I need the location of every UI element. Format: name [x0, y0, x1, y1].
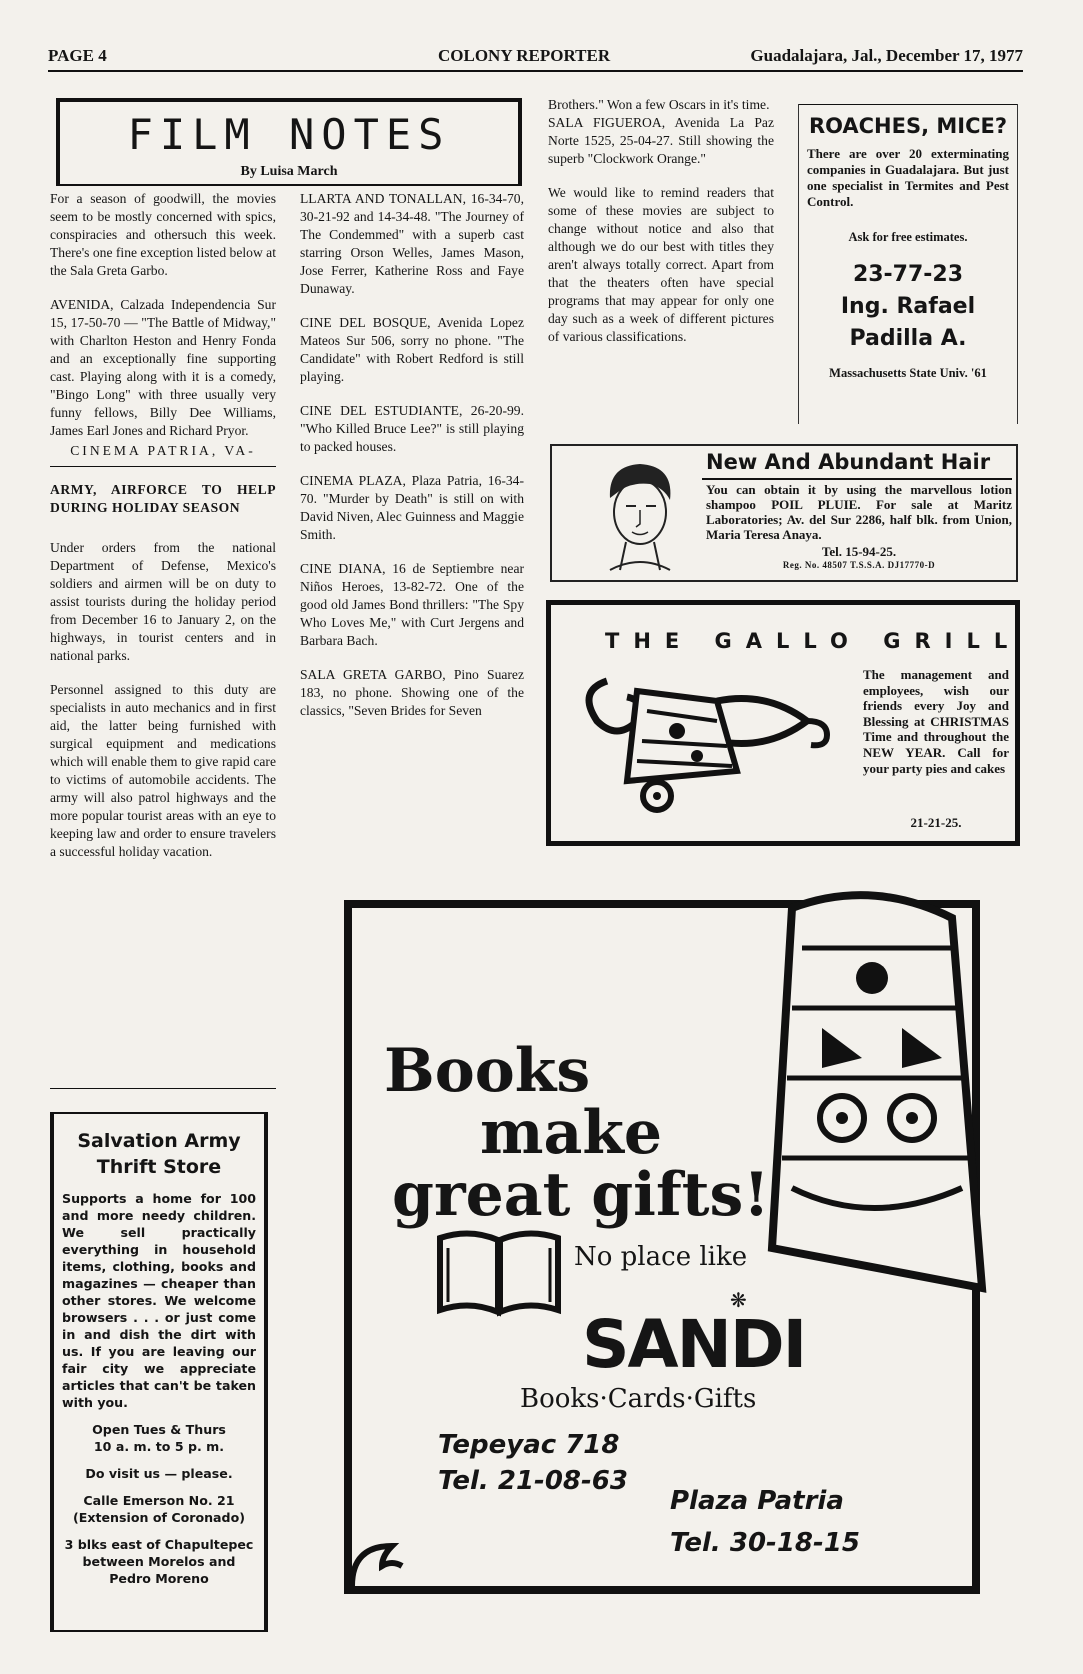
ad-hours-time: 10 a. m. to 5 p. m.: [93, 1439, 225, 1454]
article-paragraph: SALA FIGUEROA, Avenida La Paz Norte 1525, 25-04-27. Still showing the superb "Clockwork Orange.": [548, 115, 774, 166]
ad-title: ROACHES, MICE?: [808, 114, 1008, 138]
ad-title: Salvation Army: [77, 1130, 241, 1152]
film-notes-title: FILM NOTES: [127, 110, 451, 159]
ad-tagline: No place like: [574, 1242, 748, 1272]
ad-ask: Ask for free estimates.: [848, 230, 968, 244]
ad-subline: Books·Cards·Gifts: [520, 1384, 757, 1414]
ad-university: Massachusetts State Univ. '61: [829, 366, 987, 380]
article-paragraph: LLARTA AND TONALLAN, 16-34-70, 30-21-92 and 14-34-48. "The Journey of The Condemmed" with a superb cast starring Orson Welles, James Mason, Jose Ferrer, Katherine Ross and Faye Dunaway.: [300, 191, 524, 296]
ad-brand: SANDI: [582, 1306, 806, 1383]
ad-registration: Reg. No. 48507 T.S.S.A. DJ17770-D: [782, 560, 936, 570]
article-paragraph: We would like to remind readers that some of these movies are subject to change without notice and also that although we do our best with titles they aren't always totally correct. Apart from that the theaters often have special programs that may appear for only one day such as a week of different pictures of various classifications.: [548, 185, 774, 344]
article-paragraph: Brothers." Won a few Oscars in it's time.: [548, 97, 770, 112]
ad-text: Supports a home for 100 and more needy children. We sell practically everything in household items, clothing, books and magazines — cheaper than other stores. We welcome browsers . . . or just come in and dish the dirt with us. If you are leaving our fair city we appreciate articles that can't be taken with you.: [62, 1191, 256, 1410]
ad-phone: Tel. 15-94-25.: [821, 544, 897, 559]
dateline: Guadalajara, Jal., December 17, 1977: [750, 46, 1023, 65]
ad-title: Thrift Store: [96, 1156, 222, 1178]
paper-name: COLONY REPORTER: [438, 46, 611, 65]
ad-address-line: (Extension of Coronado): [73, 1510, 245, 1525]
ad-text: You can obtain it by using the marvellous lotion shampoo POIL PLUIE. For sale at Maritz Laboratories; Av. del Sur 2286, half blk. from Union, Maria Teresa Anaya.: [706, 482, 1012, 542]
article-paragraph: CINE DIANA, 16 de Septiembre near Niños Heroes, 13-82-72. One of the good old James Bond thrillers: "The Spy Who Loves Me," with Curt Jergens and Barbara Bach.: [300, 561, 524, 648]
ad-rule: [702, 478, 1012, 480]
bell-ornament-icon: [732, 888, 992, 1308]
masthead: [48, 46, 1023, 72]
article-paragraph: CINEMA PATRIA, VA-: [70, 443, 256, 458]
ad-name: Padilla A.: [849, 326, 967, 351]
ad-address: Tepeyac 718: [438, 1430, 620, 1460]
ad-title: THE GALLO GRILL: [605, 629, 1022, 653]
article-paragraph: For a season of goodwill, the movies seem to be mostly concerned with spics, conspiracies and othersuch this week. There's one fine exception listed below at the Sala Greta Garbo.: [50, 191, 276, 278]
army-headline: ARMY, AIRFORCE TO HELP DURING HOLIDAY SEASON: [50, 482, 276, 515]
ad-hours: [62, 1421, 256, 1455]
ad-roaches: [798, 104, 1018, 424]
column-divider: [50, 1088, 276, 1089]
ad-name: Ing. Rafael: [840, 294, 976, 319]
ad-address: Plaza Patria: [670, 1486, 844, 1516]
article-paragraph: CINEMA PLAZA, Plaza Patria, 16-34-70. "Murder by Death" is still on with David Niven, Alec Guinness and Maggie Smith.: [300, 473, 524, 542]
ad-salvation-army: [50, 1112, 268, 1632]
byline: By Luisa March: [240, 164, 338, 179]
page-number: PAGE 4: [48, 46, 107, 65]
flower-icon: ❋: [730, 1290, 747, 1312]
article-paragraph: SALA GRETA GARBO, Pino Suarez 183, no phone. Showing one of the classics, "Seven Brides for Seven: [300, 667, 524, 718]
article-paragraph: AVENIDA, Calzada Independencia Sur 15, 17-50-70 — "The Battle of Midway," with Charlton Heston and Henry Fonda and an exceptionally fine supporting cast. Playing along with it is a comedy, "Bingo Long" with three usually very funny fellows, Billy Dee Williams, James Earl Jones and Richard Pryor.: [50, 297, 276, 438]
ad-hours-days: Open Tues & Thurs: [92, 1422, 226, 1437]
ad-visit: Do visit us — please.: [85, 1466, 233, 1481]
article-paragraph: Personnel assigned to this duty are specialists in auto mechanics and in first aid, the latter being furnished with surgical equipment and medications which will enable them to give rapid care to victims of automobile accidents. The army will also patrol highways and the more popular tourist areas with an eye to keeping law and order to ensure travelers a successful holiday vacation.: [50, 682, 276, 859]
ad-sandi-books: [344, 900, 980, 1594]
book-icon: [434, 1228, 564, 1318]
article-paragraph: CINE DEL ESTUDIANTE, 26-20-99. "Who Killed Bruce Lee?" is still playing to packed houses.: [300, 403, 524, 454]
ad-hair: [550, 444, 1018, 582]
ad-gallo-grill: [546, 600, 1020, 846]
ad-title: New And Abundant Hair: [706, 450, 991, 474]
masthead-rule: [48, 70, 1023, 72]
ad-text: The management and employees, wish our friends every Joy and Blessing at CHRISTMAS Time and throughout the NEW YEAR. Call for your party pies and cakes: [863, 667, 1009, 776]
man-portrait-icon: [590, 458, 686, 572]
film-notes-col3: [548, 96, 774, 362]
ad-phone: Tel. 30-18-15: [670, 1528, 860, 1558]
film-notes-col1: [50, 190, 276, 877]
ad-phone: 23-77-23: [852, 262, 964, 287]
column-divider: [50, 466, 276, 467]
ad-phone: Tel. 21-08-63: [438, 1466, 628, 1496]
bell-ornament-icon: [567, 661, 837, 821]
article-paragraph: CINE DEL BOSQUE, Avenida Lopez Mateos Sur 506, sorry no phone. "The Candidate" with Robert Redford is still playing.: [300, 315, 524, 384]
ad-address-line: Calle Emerson No. 21: [83, 1493, 235, 1508]
corner-scroll-icon: [342, 1526, 412, 1596]
ad-address: [62, 1492, 256, 1526]
film-notes-col2: [300, 190, 524, 736]
ad-phone: 21-21-25.: [910, 815, 962, 830]
ad-headline: great gifts!: [392, 1160, 770, 1230]
ad-directions: 3 blks east of Chapultepec between Morelos and Pedro Moreno: [64, 1537, 254, 1586]
ad-rule: [799, 104, 1017, 105]
film-notes-header: [56, 98, 522, 186]
article-paragraph: Under orders from the national Department of Defense, Mexico's soldiers and airmen will be on duty to assist tourists during the holiday period from December 16 to January 2, on the highways, in tourist centers and in national parks.: [50, 540, 276, 663]
ad-headline: Books: [384, 1036, 591, 1106]
ad-headline: make: [480, 1098, 663, 1168]
ad-text: There are over 20 exterminating companies in Guadalajara. But just one specialist in Termites and Pest Control.: [807, 146, 1009, 209]
